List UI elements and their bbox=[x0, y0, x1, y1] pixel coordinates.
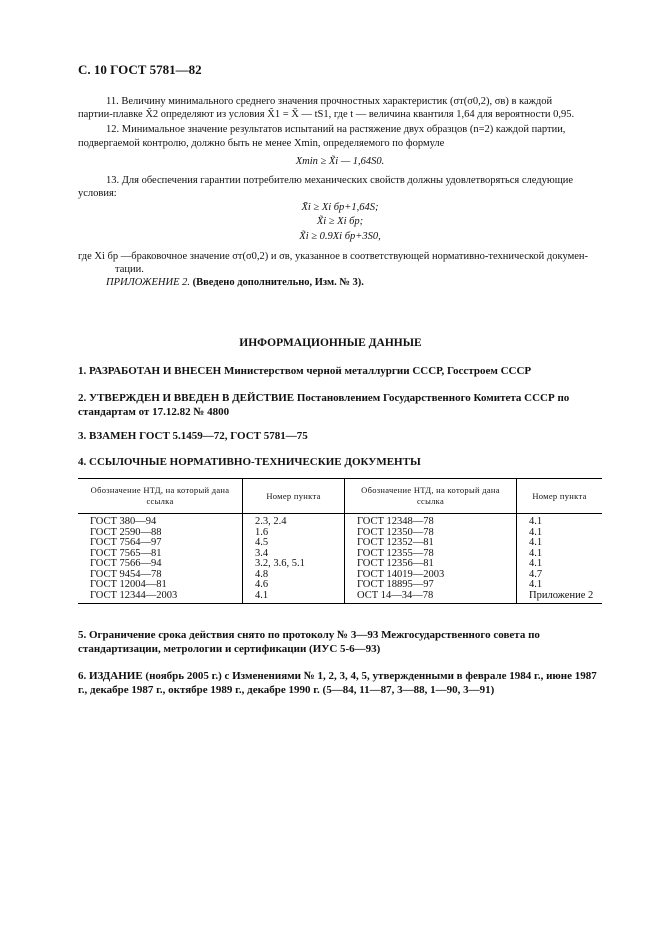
col-header-doc-2: Обозначение НТД, на который дана ссылка bbox=[345, 479, 517, 514]
doc-cell: ГОСТ 2590—88 bbox=[90, 526, 162, 538]
col-header-clause-1: Номер пункта bbox=[243, 479, 345, 514]
clause-cell: 4.8 bbox=[243, 570, 345, 581]
formula-3: X̃i ≥ 0.9Xi бр+3S0, bbox=[299, 231, 381, 242]
doc-cell: ГОСТ 7564—97 bbox=[90, 537, 162, 548]
col-header-clause-2: Номер пункта bbox=[517, 479, 603, 514]
doc-cell: ГОСТ 7566—94 bbox=[90, 558, 162, 569]
table-row bbox=[78, 580, 602, 591]
info-item-1: 1. РАЗРАБОТАН И ВНЕСЕН Министерством черной металлургии СССР, Госстроем СССР bbox=[78, 365, 532, 377]
formula-1: X̄i ≥ Xi бр+1,64S; bbox=[301, 202, 379, 213]
doc-cell: ГОСТ 380—94 bbox=[90, 516, 157, 527]
formula-xmin: Xmin ≥ X̃i — 1,64S0. bbox=[295, 156, 385, 167]
doc-cell: ГОСТ 7565—81 bbox=[90, 547, 162, 559]
paragraph-13-line3: где Xi бр —браковочное значение σт(σ0,2) и σв, указанное в соответствующей нормативно-технической докумен- bbox=[78, 251, 589, 262]
clause-cell: 4.1 bbox=[243, 591, 345, 604]
doc-cell: ГОСТ 12004—81 bbox=[90, 579, 167, 590]
clause-cell: 2.3, 2.4 bbox=[243, 514, 345, 528]
clause-cell: 4.7 bbox=[517, 570, 603, 581]
clause-cell: 4.1 bbox=[517, 549, 603, 560]
col-header-doc-1: Обозначение НТД, на который дана ссылка bbox=[78, 479, 243, 514]
info-item-2: 2. УТВЕРЖДЕН И ВВЕДЕН В ДЕЙСТВИЕ Постановлением Государственного Комитета СССР по стандартам от 17.12.82 № 4800 bbox=[78, 392, 570, 418]
appendix-amendment: (Введено дополнительно, Изм. № 3). bbox=[192, 277, 364, 288]
doc-cell: ГОСТ 12350—78 bbox=[345, 528, 517, 539]
paragraph-11-line1: 11. Величину минимального среднего значения прочностных характеристик (σт(σ0,2), σв) в каждой bbox=[106, 96, 553, 107]
doc-cell: ГОСТ 12348—78 bbox=[345, 514, 517, 528]
doc-cell: ГОСТ 18895—97 bbox=[345, 580, 517, 591]
clause-cell: 3.2, 3.6, 5.1 bbox=[243, 559, 345, 570]
table-row bbox=[78, 538, 602, 549]
appendix-note bbox=[78, 276, 602, 289]
paragraph-12-line2: подвергаемой контролю, должно быть не менее Xmin, определяемого по формуле bbox=[78, 138, 445, 149]
info-title: ИНФОРМАЦИОННЫЕ ДАННЫЕ bbox=[239, 337, 422, 349]
doc-cell: ГОСТ 9454—78 bbox=[90, 568, 162, 580]
clause-cell: 1.6 bbox=[243, 528, 345, 539]
page-header: С. 10 ГОСТ 5781—82 bbox=[78, 62, 202, 77]
clause-cell: 4.6 bbox=[243, 580, 345, 591]
info-item-3: 3. ВЗАМЕН ГОСТ 5.1459—72, ГОСТ 5781—75 bbox=[78, 430, 308, 442]
formula-2: X̃i ≥ Xi бр; bbox=[316, 216, 364, 227]
doc-cell: ГОСТ 12356—81 bbox=[345, 559, 517, 570]
references-table bbox=[78, 478, 602, 604]
clause-cell: Приложение 2 bbox=[517, 591, 603, 604]
clause-cell: 4.5 bbox=[243, 538, 345, 549]
doc-cell: ГОСТ 12344—2003 bbox=[78, 591, 243, 604]
paragraph-13-line1: 13. Для обеспечения гарантии потребителю механических свойств должны удовлетворяться следующие bbox=[106, 175, 574, 186]
paragraph-13-line4: тации. bbox=[115, 264, 144, 275]
table-row bbox=[78, 514, 602, 528]
table-row bbox=[78, 559, 602, 570]
paragraph-11-line2: партии-плавке X̃2 определяют из условия X̃1 = X̄ — tS1, где t — величина квантиля 1,64 для вероятности 0,95. bbox=[78, 109, 575, 120]
appendix-label: ПРИЛОЖЕНИЕ 2. bbox=[106, 277, 190, 288]
clause-cell: 4.1 bbox=[517, 580, 603, 591]
clause-cell: 4.1 bbox=[517, 514, 603, 528]
info-item-4: 4. ССЫЛОЧНЫЕ НОРМАТИВНО-ТЕХНИЧЕСКИЕ ДОКУМЕНТЫ bbox=[78, 456, 421, 468]
doc-cell: ГОСТ 12352—81 bbox=[345, 538, 517, 549]
info-item-6: 6. ИЗДАНИЕ (ноябрь 2005 г.) с Изменениями № 1, 2, 3, 4, 5, утвержденными в феврале 1984 г., июне 1987 г., декабре 1987 г., октябре 1989 г., декабре 1990 г. (5—84, 11—87, 3—88, 1—90, 3—91) bbox=[78, 670, 597, 696]
doc-cell: ГОСТ 12355—78 bbox=[345, 549, 517, 560]
clause-cell: 3.4 bbox=[243, 549, 345, 560]
clause-cell: 4.1 bbox=[517, 538, 603, 549]
table-row bbox=[78, 591, 602, 604]
clause-cell: 4.1 bbox=[517, 559, 603, 570]
doc-cell: ГОСТ 14019—2003 bbox=[345, 570, 517, 581]
paragraph-12-line1: 12. Минимальное значение результатов испытаний на растяжение двух образцов (n=2) каждой партии, bbox=[106, 124, 566, 135]
info-item-5: 5. Ограничение срока действия снято по протоколу № 3—93 Межгосударственного совета по стандартизации, метрологии и сертификации (ИУС 5-6—93) bbox=[78, 629, 540, 655]
clause-cell: 4.1 bbox=[517, 528, 603, 539]
paragraph-13-line2: условия: bbox=[78, 188, 117, 199]
doc-cell: ОСТ 14—34—78 bbox=[345, 591, 517, 604]
